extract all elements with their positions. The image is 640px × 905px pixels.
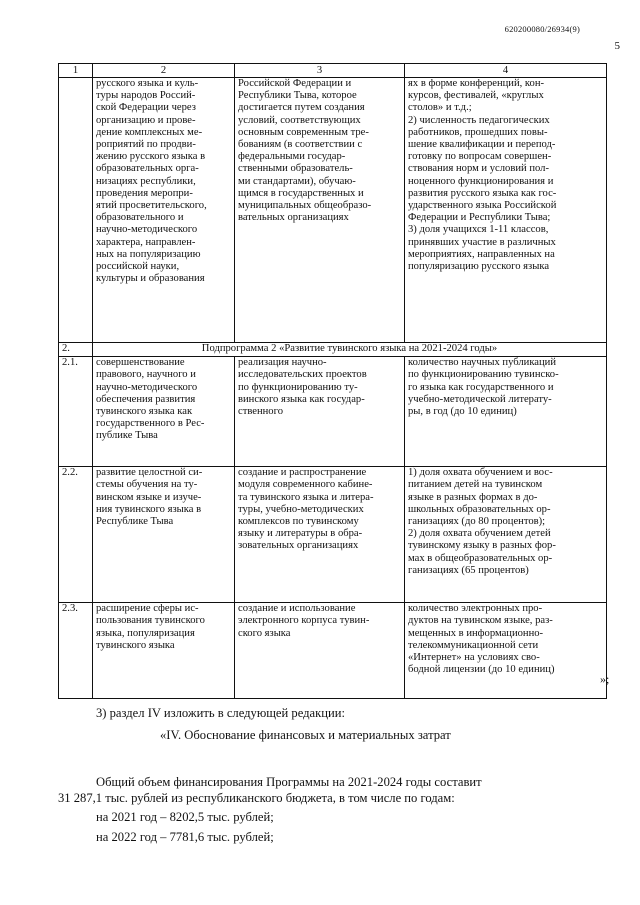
- funding-paragraph-line2: 31 287,1 тыс. рублей из республиканского бюджета, в том числе по годам:: [58, 791, 455, 805]
- cell-text-line: основным современным тре-: [238, 126, 369, 138]
- cell-text-line: русского языка и куль-: [96, 78, 199, 89]
- cell-text-line: создание и распространение: [238, 467, 367, 479]
- table-row: [59, 357, 607, 467]
- cell-text-line: школьных образовательных ор-: [408, 503, 551, 515]
- cell-text-line: образовательных орга-: [96, 163, 199, 175]
- cell-text-line: ской Федерации через: [96, 102, 196, 114]
- cell-text-line: Федерации и Республики Тыва;: [408, 212, 551, 224]
- cell-text-line: языка, популяризация: [96, 627, 195, 639]
- cell-text-line: бованиям (в соответствии с: [238, 139, 363, 151]
- indicator-cell: [405, 78, 607, 343]
- cell-text-line: характера, направлен-: [96, 236, 196, 248]
- cell-text-line: питанием детей на тувинском: [408, 479, 543, 491]
- subprogram-title: Подпрограмма 2 «Развитие тувинского языка на 2021-2024 годы»: [93, 343, 607, 357]
- cell-text-line: винского языка как государ-: [238, 393, 365, 405]
- cell-text-line: российской науки,: [96, 261, 180, 273]
- table-row: [59, 467, 607, 603]
- cell-text-line: совершенствование: [96, 357, 185, 369]
- cell-text-line: туры народов Россий-: [96, 90, 196, 102]
- cell-text-line: телекоммуникационной сети: [408, 639, 539, 651]
- cell-text-line: столов» и т.д.;: [408, 102, 472, 114]
- cell-text-line: публике Тыва: [96, 430, 158, 442]
- cell-text-line: популяризацию русского языка: [408, 261, 550, 273]
- cell-text-line: ственного: [238, 406, 283, 418]
- cell-text-line: ударственного языка Российской: [408, 200, 557, 212]
- cell-text-line: Российской Федерации и: [238, 78, 352, 89]
- row-number: 2.3.: [59, 603, 93, 699]
- cell-text-line: зовательных организациях: [238, 540, 359, 552]
- indicator-cell: [405, 603, 607, 699]
- activity-cell: [235, 78, 405, 343]
- cell-text-line: культуры и образования: [96, 273, 205, 285]
- cell-text-line: по функционированию ту-: [238, 381, 358, 393]
- cell-text-line: модуля современного кабине-: [238, 479, 373, 491]
- task-cell: [93, 357, 235, 467]
- page-number: 5: [614, 40, 620, 52]
- cell-text-line: 1) доля охвата обучением и вос-: [408, 467, 553, 479]
- cell-text-line: туры, учебно-методических: [238, 503, 364, 515]
- cell-text-line: роприятий по продви-: [96, 139, 196, 151]
- cell-text-line: винском языке и изуче-: [96, 491, 202, 503]
- activity-cell: [235, 357, 405, 467]
- funding-2022: на 2022 год – 7781,6 тыс. рублей;: [96, 830, 274, 844]
- indicator-cell: [405, 357, 607, 467]
- cell-text-line: научно-методического: [96, 224, 198, 236]
- cell-text-line: 2) численность педагогических: [408, 114, 550, 126]
- cell-text-line: ганизациях (65 процентов): [408, 564, 529, 576]
- cell-text-line: «Интернет» на условиях сво-: [408, 652, 540, 664]
- cell-text-line: федеральными государ-: [238, 151, 346, 163]
- cell-text-line: тувинскому языку в разных фор-: [408, 540, 556, 552]
- cell-text-line: создание и использование: [238, 603, 356, 615]
- table-row: [59, 78, 607, 343]
- cell-text-line: курсов, фестивалей, «круглых: [408, 90, 544, 102]
- cell-text-line: 3) доля учащихся 1-11 классов,: [408, 224, 549, 236]
- section-title: «IV. Обоснование финансовых и материальных затрат: [160, 728, 451, 742]
- cell-text-line: ми стандартами), обучаю-: [238, 175, 356, 187]
- cell-text-line: мещенных в информационно-: [408, 627, 544, 639]
- cell-text-line: ях в форме конференций, кон-: [408, 78, 545, 89]
- cell-text-line: шение квалификации и перепод-: [408, 139, 556, 151]
- cell-text-line: ганизациях (до 80 процентов);: [408, 516, 546, 528]
- cell-text-line: го языка как государственного и: [408, 381, 554, 393]
- row-number: 2.2.: [59, 467, 93, 603]
- cell-text-line: ственными образователь-: [238, 163, 353, 175]
- task-cell: [93, 467, 235, 603]
- cell-text-line: условий, соответствующих: [238, 114, 361, 126]
- cell-text-line: тувинского языка как: [96, 406, 193, 418]
- cell-text-line: мах в общеобразовательных ор-: [408, 552, 553, 564]
- cell-text-line: ры, в год (до 10 единиц): [408, 406, 517, 418]
- subprogram-row: [59, 343, 607, 357]
- column-header: 2: [93, 64, 235, 78]
- task-cell: [93, 78, 235, 343]
- cell-text-line: исследовательских проектов: [238, 369, 367, 381]
- cell-text-line: та тувинского языка и литера-: [238, 491, 374, 503]
- cell-text-line: достигается путем создания: [238, 102, 365, 114]
- cell-text-line: проведения меропри-: [96, 187, 193, 199]
- cell-text-line: электронного корпуса тувин-: [238, 615, 370, 627]
- cell-text-line: бодной лицензии (до 10 единиц): [408, 664, 555, 676]
- amendment-item-3: 3) раздел IV изложить в следующей редакции:: [96, 706, 345, 720]
- program-table: [58, 63, 607, 699]
- document-code: 620200080/26934(9): [504, 24, 580, 34]
- cell-text-line: жению русского языка в: [96, 151, 206, 163]
- column-header: 1: [59, 64, 93, 78]
- cell-text-line: обеспечения развития: [96, 393, 196, 405]
- table-header-row: [59, 64, 607, 78]
- cell-text-line: ствования норм и условий пол-: [408, 163, 549, 175]
- activity-cell: [235, 603, 405, 699]
- cell-text-line: правового, научного и: [96, 369, 196, 381]
- column-header: 3: [235, 64, 405, 78]
- funding-paragraph-line1: Общий объем финансирования Программы на 2021-2024 годы составит: [96, 775, 482, 789]
- cell-text-line: Республике Тыва: [96, 516, 174, 528]
- cell-text-line: щимся в государственных и: [238, 187, 364, 199]
- cell-text-line: развития русского языка как гос-: [408, 187, 557, 199]
- cell-text-line: языку и литературы в обра-: [238, 528, 363, 540]
- cell-text-line: по функционированию тувинско-: [408, 369, 559, 381]
- cell-text-line: научно-методического: [96, 381, 198, 393]
- cell-text-line: организацию и прове-: [96, 114, 196, 126]
- table-row: [59, 603, 607, 699]
- cell-text-line: дение комплексных ме-: [96, 126, 203, 138]
- cell-text-line: количество научных публикаций: [408, 357, 557, 369]
- cell-text-line: расширение сферы ис-: [96, 603, 199, 615]
- cell-text-line: образовательного и: [96, 212, 184, 224]
- cell-text-line: стемы обучения на ту-: [96, 479, 198, 491]
- cell-text-line: языке в разных формах в до-: [408, 491, 538, 503]
- cell-text-line: ноценного функционирования и: [408, 175, 554, 187]
- row-number: 2.1.: [59, 357, 93, 467]
- funding-2021: на 2021 год – 8202,5 тыс. рублей;: [96, 810, 274, 824]
- cell-text-line: муниципальных общеобразо-: [238, 200, 372, 212]
- cell-text-line: количество электронных про-: [408, 603, 543, 615]
- cell-text-line: ятий просветительского,: [96, 200, 207, 212]
- cell-text-line: 2) доля охвата обучением детей: [408, 528, 551, 540]
- cell-text-line: ского языка: [238, 627, 291, 639]
- cell-text-line: учебно-методической литерату-: [408, 393, 552, 405]
- cell-text-line: развитие целостной си-: [96, 467, 203, 479]
- task-cell: [93, 603, 235, 699]
- cell-text-line: мероприятиях, направленных на: [408, 248, 555, 260]
- table-closing-mark: »;: [600, 672, 610, 686]
- cell-text-line: тувинского языка: [96, 639, 175, 651]
- cell-text-line: принявших участие в различных: [408, 236, 556, 248]
- cell-text-line: готовку по вопросам совершен-: [408, 151, 552, 163]
- cell-text-line: ния тувинского языка в: [96, 503, 202, 515]
- row-number: [59, 78, 93, 343]
- cell-text-line: работников, прошедших повы-: [408, 126, 548, 138]
- column-header: 4: [405, 64, 607, 78]
- activity-cell: [235, 467, 405, 603]
- cell-text-line: дуктов на тувинском языке, раз-: [408, 615, 553, 627]
- cell-text-line: пользования тувинского: [96, 615, 205, 627]
- cell-text-line: вательных организациях: [238, 212, 349, 224]
- cell-text-line: реализация научно-: [238, 357, 327, 369]
- row-number: 2.: [59, 343, 93, 357]
- cell-text-line: Республики Тыва, которое: [238, 90, 357, 102]
- indicator-cell: [405, 467, 607, 603]
- cell-text-line: низациях республики,: [96, 175, 196, 187]
- cell-text-line: ных на популяризацию: [96, 248, 201, 260]
- cell-text-line: государственного в Рес-: [96, 418, 205, 430]
- cell-text-line: комплексов по тувинскому: [238, 516, 359, 528]
